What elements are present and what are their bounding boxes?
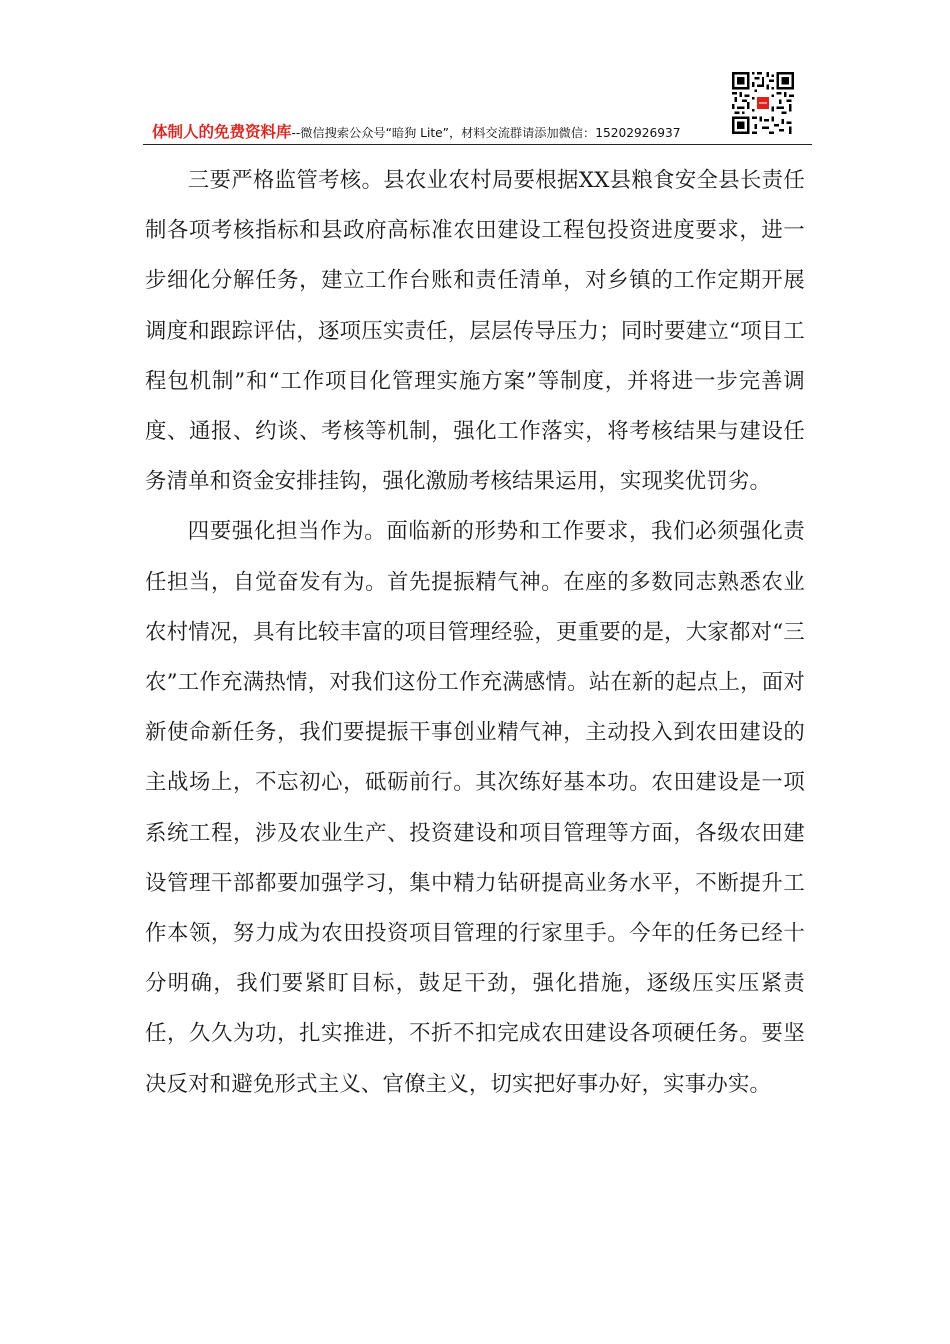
header-wechat-note: --微信搜索公众号“暗狗 Lite”，材料交流群请添加微信：15202926937 xyxy=(291,126,681,140)
document-body xyxy=(145,156,805,1110)
paragraph-supervision-assessment: 三要严格监管考核。县农业农村局要根据XX县粮食安全县长责任制各项考核指标和县政府高标准农田建设工程包投资进度要求，进一步细化分解任务，建立工作台账和责任清单，对乡镇的工作定期开展调度和跟踪评估，逐项压实责任，层层传导压力；同时要建立“项目工程包机制”和“工作项目化管理实施方案”等制度，并将进一步完善调度、通报、约谈、考核等机制，强化工作落实，将考核结果与建设任务清单和资金安排挂钩，强化激励考核结果运用，实现奖优罚劣。 xyxy=(145,168,805,495)
header-brand: 体制人的免费资料库 xyxy=(152,123,292,141)
header-divider xyxy=(143,144,812,145)
qr-code-icon[interactable] xyxy=(732,72,794,134)
header-text xyxy=(152,122,681,143)
page-header xyxy=(143,72,812,146)
paragraph-responsibility: 四要强化担当作为。面临新的形势和工作要求，我们必须强化责任担当，自觉奋发有为。首先提振精气神。在座的多数同志熟悉农业农村情况，具有比较丰富的项目管理经验，更重要的是，大家都对“三农”工作充满热情，对我们这份工作充满感情。站在新的起点上，面对新使命新任务，我们要提振干事创业精气神，主动投入到农田建设的主战场上，不忘初心，砥砺前行。其次练好基本功。农田建设是一项系统工程，涉及农业生产、投资建设和项目管理等方面，各级农田建设管理干部都要加强学习，集中精力钻研提高业务水平，不断提升工作本领，努力成为农田投资项目管理的行家里手。今年的任务已经十分明确，我们要紧盯目标，鼓足干劲，强化措施，逐级压实压紧责任，久久为功，扎实推进，不折不扣完成农田建设各项硬任务。要坚决反对和避免形式主义、官僚主义，切实把好事办好，实事办实。 xyxy=(145,519,805,1097)
